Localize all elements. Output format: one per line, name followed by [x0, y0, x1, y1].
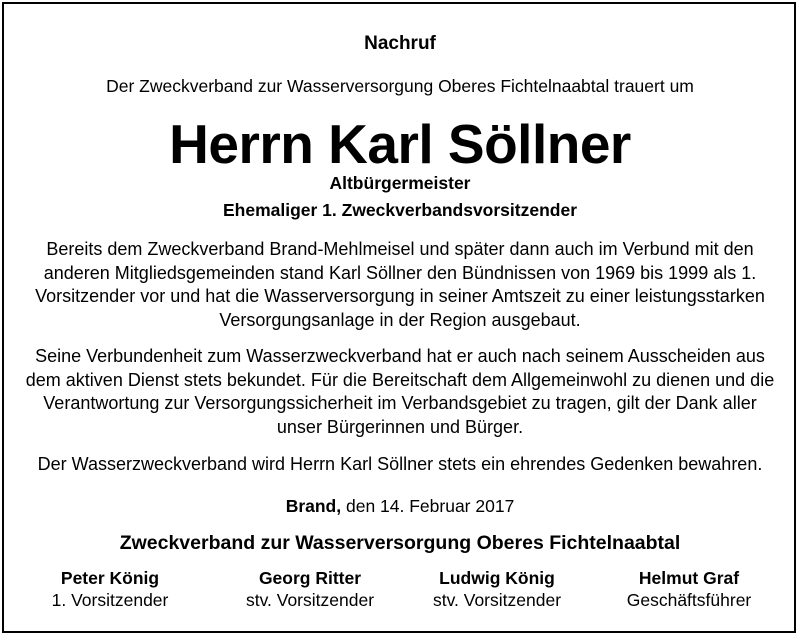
notice-paragraph: Bereits dem Zweckverband Brand-Mehlmeisel und später dann auch im Verbund mit den anderen Mitgliedsgemeinden stand Karl Söllner den Bündnissen von 1969 bis 1999 als 1. Vorsitzender vor und hat die Wasserversorgung in seiner Amtszeit zu einer leistungsstarken Versorgungsanlage in der Region ausgebaut. — [35, 239, 765, 330]
notice-paragraph: Seine Verbundenheit zum Wasserzweckverband hat er auch nach seinem Ausscheiden aus dem aktiven Dienst stets bekundet. Für die Bereitschaft dem Allgemeinwohl zu dienen und die Verantwortung zur Versorgungssicherheit im Verbandsgebiet zu tragen, gilt der Dank aller unser Bürgerinnen und Bürger. — [25, 346, 775, 437]
date: den 14. Februar 2017 — [341, 496, 515, 516]
signatory-title: 1. Vorsitzender — [51, 590, 169, 610]
signatory — [10, 567, 210, 611]
signatory-name: Peter König — [60, 568, 160, 588]
signatories — [0, 567, 800, 617]
signatory — [589, 567, 789, 611]
signatory-name: Helmut Graf — [638, 568, 740, 588]
signatory — [397, 567, 597, 611]
deceased-role: Altbürgermeister — [329, 173, 471, 193]
signatory-title: Geschäftsführer — [626, 590, 752, 610]
deceased-role: Ehemaliger 1. Zweckverbandsvorsitzender — [222, 200, 578, 220]
deceased-name: Herrn Karl Söllner — [169, 113, 631, 175]
signatory-name: Ludwig König — [439, 568, 555, 588]
signatory — [210, 567, 410, 611]
signatory-title: stv. Vorsitzender — [432, 590, 562, 610]
signatory-title: stv. Vorsitzender — [245, 590, 375, 610]
notice-paragraph: Der Wasserzweckverband wird Herrn Karl Söllner stets ein ehrendes Gedenken bewahren. — [37, 454, 763, 474]
place: Brand, — [285, 496, 342, 516]
signatory-name: Georg Ritter — [258, 568, 362, 588]
notice-intro: Der Zweckverband zur Wasserversorgung Oberes Fichtelnaabtal trauert um — [106, 76, 694, 96]
place-and-date — [0, 496, 800, 517]
notice-heading: Nachruf — [364, 33, 436, 54]
organization-name: Zweckverband zur Wasserversorgung Oberes Fichtelnaabtal — [119, 532, 681, 554]
